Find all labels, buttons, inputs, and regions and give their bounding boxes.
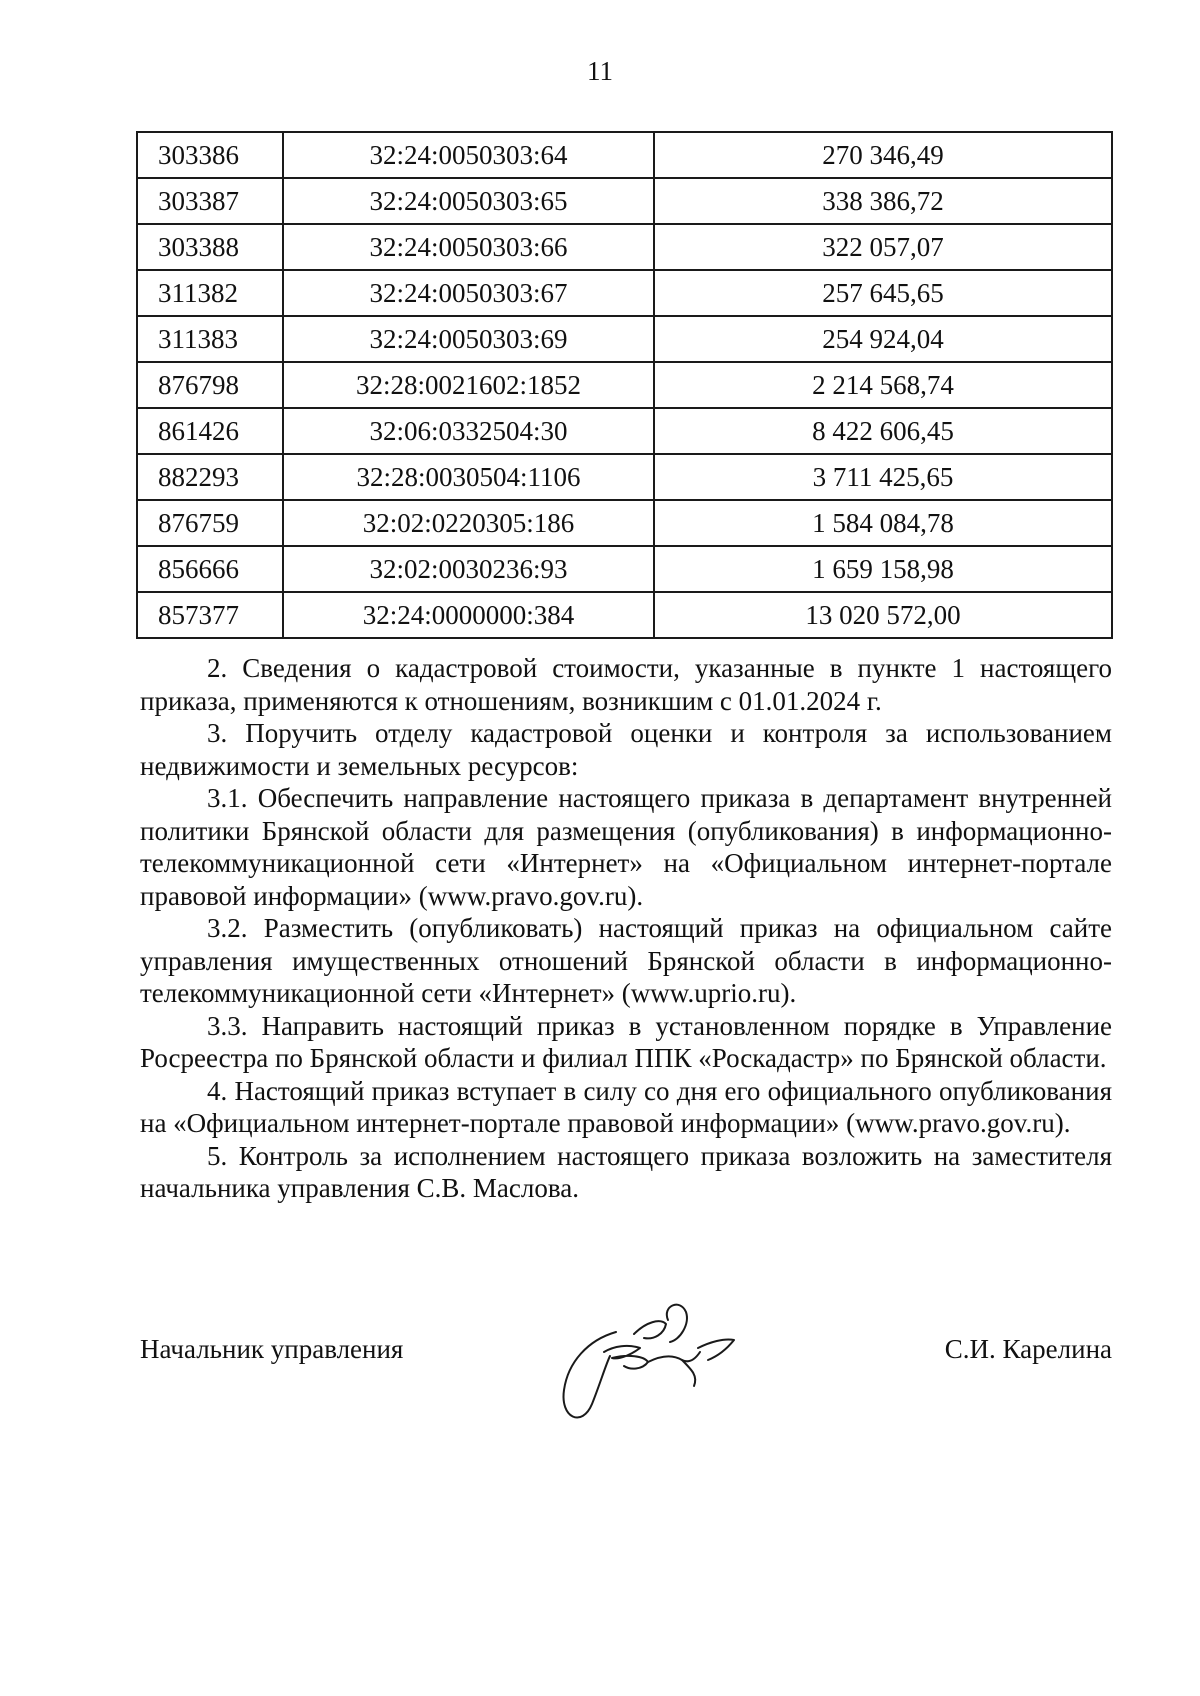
object-id-cell: 303387	[137, 178, 283, 224]
cadastral-number-cell: 32:28:0021602:1852	[283, 362, 654, 408]
cadastral-value-cell: 3 711 425,65	[654, 454, 1112, 500]
cadastral-value-table	[136, 131, 1113, 639]
cadastral-value-cell: 1 659 158,98	[654, 546, 1112, 592]
cadastral-number-cell: 32:24:0050303:69	[283, 316, 654, 362]
table-row	[137, 132, 1112, 178]
cadastral-value-cell: 338 386,72	[654, 178, 1112, 224]
order-paragraph: 3.3. Направить настоящий приказ в установленном порядке в Управление Росреестра по Брянской области и филиал ППК «Роскадастр» по Брянской области.	[140, 1010, 1112, 1073]
object-id-cell: 856666	[137, 546, 283, 592]
table-row	[137, 316, 1112, 362]
object-id-cell: 876759	[137, 500, 283, 546]
object-id-cell: 303388	[137, 224, 283, 270]
cadastral-number-cell: 32:24:0050303:66	[283, 224, 654, 270]
cadastral-value-cell: 8 422 606,45	[654, 408, 1112, 454]
signer-role: Начальник управления	[140, 1334, 404, 1364]
signer-name: С.И. Карелина	[944, 1334, 1112, 1364]
order-paragraph: 3.1. Обеспечить направление настоящего приказа в департамент внутренней политики Брянской области для размещения (опубликования) в информационно-телекоммуникационной сети «Интернет» на «Официальном интернет-портале правовой информации» (www.pravo.gov.ru).	[140, 783, 1112, 911]
cadastral-value-cell: 1 584 084,78	[654, 500, 1112, 546]
object-id-cell: 857377	[137, 592, 283, 638]
table-row	[137, 270, 1112, 316]
cadastral-number-cell: 32:24:0050303:65	[283, 178, 654, 224]
table-row	[137, 178, 1112, 224]
object-id-cell: 861426	[137, 408, 283, 454]
cadastral-number-cell: 32:28:0030504:1106	[283, 454, 654, 500]
cadastral-value-cell: 254 924,04	[654, 316, 1112, 362]
object-id-cell: 882293	[137, 454, 283, 500]
object-id-cell: 303386	[137, 132, 283, 178]
order-paragraph: 3. Поручить отделу кадастровой оценки и контроля за использованием недвижимости и земельных ресурсов:	[140, 718, 1112, 781]
page-number: 11	[587, 56, 613, 86]
order-paragraph: 3.2. Разместить (опубликовать) настоящий приказ на официальном сайте управления имущественных отношений Брянской области в информационно-телекоммуникационной сети «Интернет» (www.uprio.ru).	[140, 913, 1112, 1008]
table-row	[137, 546, 1112, 592]
cadastral-number-cell: 32:02:0030236:93	[283, 546, 654, 592]
table-row	[137, 362, 1112, 408]
table-body	[137, 132, 1112, 638]
cadastral-value-cell: 270 346,49	[654, 132, 1112, 178]
cadastral-number-cell: 32:24:0000000:384	[283, 592, 654, 638]
cadastral-number-cell: 32:24:0050303:64	[283, 132, 654, 178]
order-paragraph: 5. Контроль за исполнением настоящего приказа возложить на заместителя начальника управления С.В. Маслова.	[140, 1140, 1112, 1203]
cadastral-value-cell: 257 645,65	[654, 270, 1112, 316]
cadastral-number-cell: 32:02:0220305:186	[283, 500, 654, 546]
cadastral-number-cell: 32:24:0050303:67	[283, 270, 654, 316]
object-id-cell: 876798	[137, 362, 283, 408]
table-row	[137, 592, 1112, 638]
cadastral-value-cell: 2 214 568,74	[654, 362, 1112, 408]
handwritten-signature	[548, 1300, 748, 1440]
cadastral-value-cell: 13 020 572,00	[654, 592, 1112, 638]
cadastral-value-cell: 322 057,07	[654, 224, 1112, 270]
object-id-cell: 311383	[137, 316, 283, 362]
order-text	[140, 652, 1112, 1205]
object-id-cell: 311382	[137, 270, 283, 316]
table-row	[137, 224, 1112, 270]
order-paragraph: 2. Сведения о кадастровой стоимости, указанные в пункте 1 настоящего приказа, применяются к отношениям, возникшим с 01.01.2024 г.	[140, 653, 1112, 716]
cadastral-number-cell: 32:06:0332504:30	[283, 408, 654, 454]
table-row	[137, 408, 1112, 454]
order-paragraph: 4. Настоящий приказ вступает в силу со дня его официального опубликования на «Официальном интернет-портале правовой информации» (www.pravo.gov.ru).	[140, 1075, 1112, 1138]
table-row	[137, 500, 1112, 546]
table-row	[137, 454, 1112, 500]
